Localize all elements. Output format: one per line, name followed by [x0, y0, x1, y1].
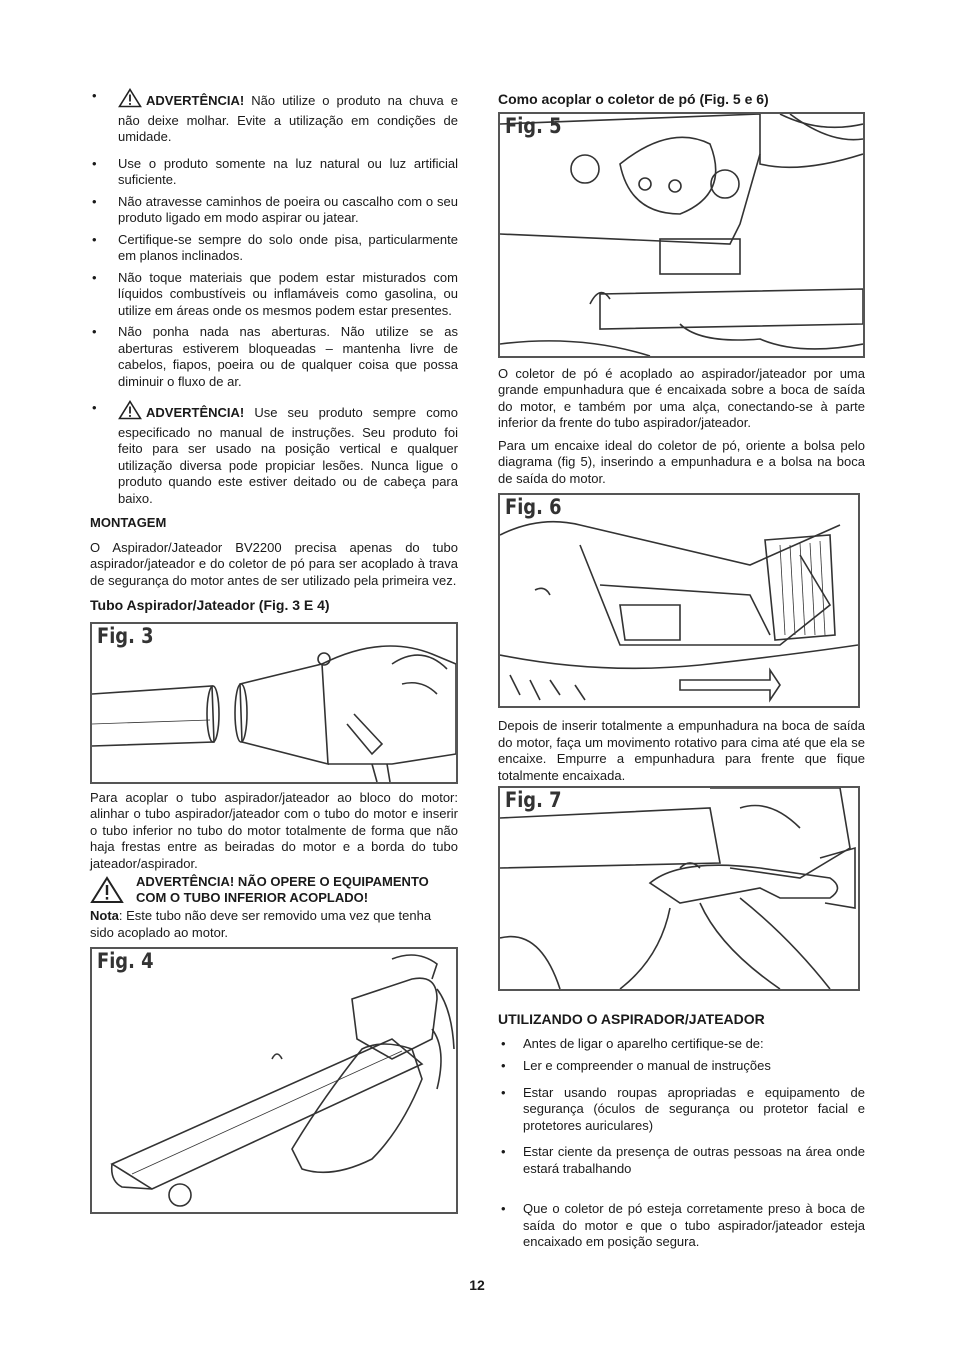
- fig7-label: Fig. 7: [505, 788, 562, 812]
- safety-bullet: [90, 270, 458, 320]
- safety-bullet-list: [90, 88, 458, 507]
- coletor-heading: Como acoplar o coletor de pó (Fig. 5 e 6): [498, 91, 769, 107]
- checklist-item: [498, 1144, 865, 1177]
- figure-3: [90, 622, 458, 784]
- bullet-marker: •: [501, 1144, 506, 1159]
- bullet-marker: •: [501, 1035, 506, 1051]
- tubo-heading: Tubo Aspirador/Jateador (Fig. 3 E 4): [90, 597, 330, 613]
- safety-bullet: [90, 324, 458, 390]
- figure-4: [90, 947, 458, 1214]
- checklist-item: [498, 1036, 865, 1053]
- bullet-marker: •: [92, 88, 97, 103]
- fig6-illustration: [500, 495, 858, 706]
- warning-block: [90, 874, 458, 906]
- bullet-text: Não toque materiais que podem estar misturados com líquidos combustíveis ou inflamáveis como gasolina, ou utilize em áreas onde os mesmos podem estar presentes.: [118, 269, 458, 318]
- fig4-illustration: [92, 949, 456, 1212]
- warning-block-text: ADVERTÊNCIA! NÃO OPERE O EQUIPAMENTO COM O TUBO INFERIOR ACOPLADO!: [136, 874, 429, 905]
- checklist-item-text: Estar usando roupas apropriadas e equipamento de segurança (óculos de segurança ou protetor facial e protetores auriculares): [523, 1084, 865, 1133]
- figure-7: [498, 786, 860, 991]
- bullet-marker: •: [92, 231, 97, 247]
- fig3-label: Fig. 3: [97, 623, 154, 648]
- checklist-item: [498, 1201, 865, 1251]
- fig7-illustration: [500, 788, 858, 989]
- safety-bullet: [90, 194, 458, 227]
- bullet-marker: •: [501, 1058, 506, 1073]
- montagem-heading: MONTAGEM: [90, 515, 167, 530]
- fig5-text-2: Para um encaixe ideal do coletor de pó, oriente a bolsa pelo diagrama (fig 5), inserindo a empunhadura e a bolsa na boca de saída do motor.: [498, 437, 865, 486]
- bullet-text: Não utilize o produto na chuva e não deixe molhar. Evite a utilização em condições de umidade.: [118, 93, 458, 144]
- checklist-item-text: Ler e compreender o manual de instruções: [523, 1058, 771, 1073]
- bullet-text: Não ponha nada nas aberturas. Não utilize se as aberturas estiverem bloqueadas – mantenha livre de cabelos, fiapos, poeira ou de qualquer coisa que possa diminuir o fluxo de ar.: [118, 324, 458, 389]
- figure-6: [498, 493, 860, 708]
- safety-bullet: [90, 400, 458, 507]
- fig4-label: Fig. 4: [97, 949, 154, 973]
- bullet-marker: •: [92, 193, 97, 209]
- figure-5: [498, 112, 865, 358]
- bullet-marker: •: [501, 1084, 506, 1100]
- safety-bullet: [90, 88, 458, 146]
- safety-bullet: [90, 232, 458, 265]
- checklist-item: [498, 1058, 865, 1075]
- warning-label: ADVERTÊNCIA!: [146, 405, 245, 420]
- warning-label: ADVERTÊNCIA!: [146, 93, 245, 108]
- usage-checklist: [498, 1036, 865, 1251]
- warning-triangle-icon: [118, 400, 142, 425]
- bullet-marker: •: [92, 324, 97, 339]
- bullet-text: Use o produto somente na luz natural ou luz artificial suficiente.: [118, 155, 458, 187]
- fig6-text: Depois de inserir totalmente a empunhadura na boca de saída do motor, faça um movimento rotativo para cima até que ela se encaixe. Empurre a empunhadura para frente que fique totalmente encaixada.: [498, 718, 865, 783]
- note: [90, 908, 458, 941]
- bullet-marker: •: [92, 400, 97, 415]
- bullet-marker: •: [92, 269, 97, 285]
- warning-triangle-icon: [118, 88, 142, 113]
- left-column: [90, 88, 458, 1214]
- bullet-marker: •: [501, 1201, 506, 1216]
- utilizando-heading: UTILIZANDO O ASPIRADOR/JATEADOR: [498, 1011, 765, 1027]
- warning-triangle-icon: [90, 876, 124, 908]
- right-column: [498, 88, 865, 1257]
- fig5-text-1: O coletor de pó é acoplado ao aspirador/jateador por uma grande empunhadura que é encaixada sobre a boca de saída do motor, e também por uma alça, conectando-se à parte inferior da frente do tubo aspirador/jateador.: [498, 365, 865, 430]
- checklist-item-text: Estar ciente da presença de outras pessoas na área onde estará trabalhando: [523, 1144, 865, 1176]
- bullet-text: Use seu produto sempre como especificado no manual de instruções. Seu produto foi feito para ser usado na posição vertical e qualquer utilização diversa pode propiciar lesões. Nunca ligue o produto quando este estiver deitado ou de cabeça para baixo.: [118, 405, 458, 506]
- fig5-label: Fig. 5: [505, 113, 562, 138]
- checklist-item: [498, 1085, 865, 1135]
- page-number: 12: [469, 1277, 485, 1293]
- safety-bullet: [90, 156, 458, 189]
- fig6-label: Fig. 6: [505, 495, 562, 519]
- note-label: Nota: [90, 908, 119, 923]
- bullet-text: Certifique-se sempre do solo onde pisa, particularmente em planos inclinados.: [118, 231, 458, 263]
- fig5-illustration: [500, 114, 863, 356]
- montagem-text: O Aspirador/Jateador BV2200 precisa apenas do tubo aspirador/jateador e do coletor de pó para ser acoplado à trava de segurança do motor antes de ser utilizado pela primeira vez.: [90, 539, 458, 588]
- bullet-text: Não atravesse caminhos de poeira ou cascalho com o seu produto ligado em modo aspirar ou jatear.: [118, 193, 458, 225]
- checklist-item-text: Antes de ligar o aparelho certifique-se de:: [523, 1035, 764, 1051]
- bullet-marker: •: [92, 155, 97, 171]
- note-text: : Este tubo não deve ser removido uma vez que tenha sido acoplado ao motor.: [90, 908, 432, 940]
- fig3-text: Para acoplar o tubo aspirador/jateador ao bloco do motor: alinhar o tubo aspirador/jateador com o tubo do motor e inserir o tubo inferior no tubo do motor totalmente de forma que não haja frestas entre as beiradas do motor e a borda do tubo jateador/aspirador.: [90, 789, 458, 871]
- checklist-item-text: Que o coletor de pó esteja corretamente preso à boca de saída do motor e que o tubo aspirador/jateador esteja encaixado em posição segura.: [523, 1201, 865, 1249]
